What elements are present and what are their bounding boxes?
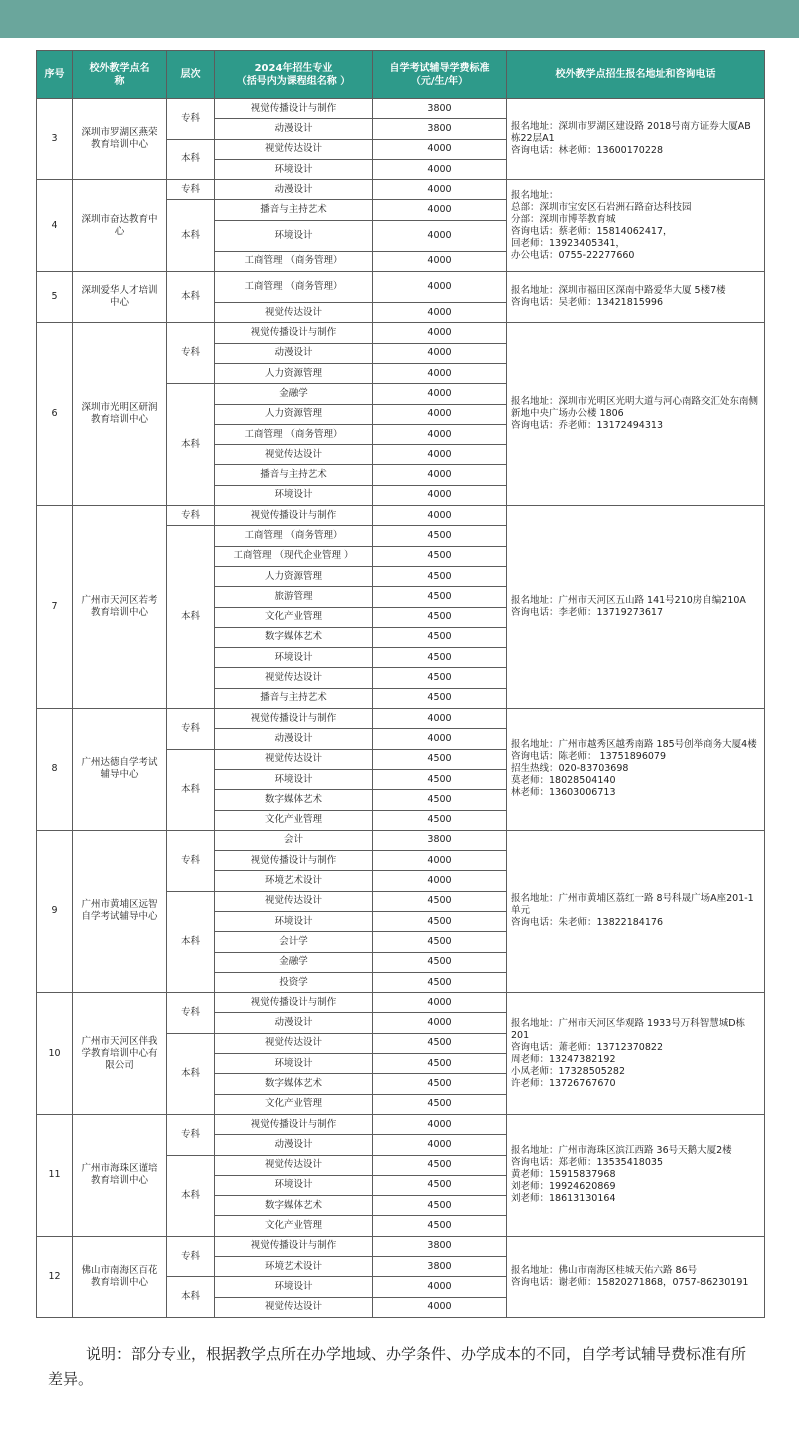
level-cell: 专科 bbox=[167, 1114, 215, 1155]
fee-cell: 4500 bbox=[373, 627, 507, 647]
seq-cell: 10 bbox=[37, 993, 73, 1115]
fee-cell: 4500 bbox=[373, 932, 507, 952]
header-level: 层次 bbox=[167, 51, 215, 99]
fee-cell: 4500 bbox=[373, 546, 507, 566]
fee-cell: 4000 bbox=[373, 404, 507, 424]
major-cell: 环境设计 bbox=[215, 485, 373, 505]
major-cell: 环境设计 bbox=[215, 911, 373, 931]
level-cell: 专科 bbox=[167, 709, 215, 750]
fee-cell: 4500 bbox=[373, 1094, 507, 1114]
table-row bbox=[37, 830, 765, 850]
major-cell: 环境设计 bbox=[215, 1175, 373, 1195]
contact-cell: 报名地址：深圳市福田区深南中路爱华大厦 5楼7楼 咨询电话：吴老师：13421815996 bbox=[507, 272, 765, 323]
seq-cell: 9 bbox=[37, 830, 73, 992]
major-cell: 视觉传播设计与制作 bbox=[215, 323, 373, 343]
level-cell: 本科 bbox=[167, 384, 215, 506]
seq-cell: 7 bbox=[37, 506, 73, 709]
contact-cell: 报名地址：广州市天河区华观路 1933号万科智慧城D栋201 咨询电话：萧老师：13712370822 周老师：13247382192 小凤老师：17328505282 许老师：13726767670 bbox=[507, 993, 765, 1115]
fee-cell: 4000 bbox=[373, 303, 507, 323]
major-cell: 动漫设计 bbox=[215, 1013, 373, 1033]
seq-cell: 5 bbox=[37, 272, 73, 323]
major-cell: 旅游管理 bbox=[215, 587, 373, 607]
fee-table bbox=[36, 50, 765, 1318]
header-major: 2024年招生专业 （括号内为课程组名称 ） bbox=[215, 51, 373, 99]
org-name-cell: 广州市海珠区谨培教育培训中心 bbox=[73, 1114, 167, 1236]
fee-cell: 4500 bbox=[373, 1074, 507, 1094]
fee-cell: 4000 bbox=[373, 139, 507, 159]
contact-cell: 报名地址：广州市越秀区越秀南路 185号创举商务大厦4楼 咨询电话：陈老师： 13751896079 招生热线：020-83703698 莫老师：18028504140 林老师：13603006713 bbox=[507, 709, 765, 831]
fee-cell: 4000 bbox=[373, 729, 507, 749]
fee-cell: 4000 bbox=[373, 851, 507, 871]
major-cell: 播音与主持艺术 bbox=[215, 200, 373, 220]
major-cell: 投资学 bbox=[215, 972, 373, 992]
fee-cell: 4500 bbox=[373, 526, 507, 546]
major-cell: 视觉传达设计 bbox=[215, 1155, 373, 1175]
fee-cell: 4500 bbox=[373, 972, 507, 992]
major-cell: 工商管理 （商务管理） bbox=[215, 526, 373, 546]
contact-cell: 报名地址： 总部：深圳市宝安区石岩洲石路奋达科技园 分部：深圳市博莘教育城 咨询电话：蔡老师：15814062417， 回老师：13923405341， 办公电话：0755-22277660 bbox=[507, 180, 765, 272]
major-cell: 视觉传播设计与制作 bbox=[215, 1236, 373, 1256]
level-cell: 专科 bbox=[167, 99, 215, 140]
fee-cell: 4000 bbox=[373, 1013, 507, 1033]
major-cell: 工商管理 （商务管理） bbox=[215, 424, 373, 444]
table-row bbox=[37, 323, 765, 343]
level-cell: 本科 bbox=[167, 891, 215, 992]
fee-cell: 4000 bbox=[373, 465, 507, 485]
level-cell: 专科 bbox=[167, 180, 215, 200]
major-cell: 人力资源管理 bbox=[215, 363, 373, 383]
fee-cell: 4000 bbox=[373, 1114, 507, 1134]
fee-cell: 4500 bbox=[373, 790, 507, 810]
table-row bbox=[37, 99, 765, 119]
major-cell: 视觉传达设计 bbox=[215, 668, 373, 688]
fee-cell: 4000 bbox=[373, 200, 507, 220]
major-cell: 播音与主持艺术 bbox=[215, 465, 373, 485]
major-cell: 动漫设计 bbox=[215, 180, 373, 200]
major-cell: 人力资源管理 bbox=[215, 566, 373, 586]
major-cell: 动漫设计 bbox=[215, 343, 373, 363]
fee-cell: 4500 bbox=[373, 891, 507, 911]
major-cell: 视觉传达设计 bbox=[215, 1033, 373, 1053]
seq-cell: 3 bbox=[37, 99, 73, 180]
fee-cell: 4500 bbox=[373, 688, 507, 708]
fee-cell: 4500 bbox=[373, 1196, 507, 1216]
major-cell: 数字媒体艺术 bbox=[215, 790, 373, 810]
major-cell: 环境设计 bbox=[215, 1277, 373, 1297]
contact-cell: 报名地址：广州市海珠区滨江西路 36号天鹅大厦2楼 咨询电话：郑老师：13535418035 黄老师：15915837968 刘老师：19924620869 刘老师：18613130164 bbox=[507, 1114, 765, 1236]
level-cell: 专科 bbox=[167, 506, 215, 526]
table-row bbox=[37, 1236, 765, 1256]
fee-cell: 3800 bbox=[373, 1236, 507, 1256]
fee-cell: 4500 bbox=[373, 952, 507, 972]
fee-cell: 4500 bbox=[373, 1033, 507, 1053]
major-cell: 播音与主持艺术 bbox=[215, 688, 373, 708]
top-band bbox=[0, 0, 799, 38]
fee-cell: 4500 bbox=[373, 749, 507, 769]
major-cell: 视觉传播设计与制作 bbox=[215, 99, 373, 119]
table-row bbox=[37, 506, 765, 526]
fee-cell: 4000 bbox=[373, 871, 507, 891]
fee-cell: 3800 bbox=[373, 1257, 507, 1277]
fee-cell: 4000 bbox=[373, 251, 507, 271]
table-row bbox=[37, 1114, 765, 1134]
seq-cell: 12 bbox=[37, 1236, 73, 1317]
major-cell: 动漫设计 bbox=[215, 729, 373, 749]
org-name-cell: 广州达德自学考试辅导中心 bbox=[73, 709, 167, 831]
contact-cell: 报名地址：深圳市罗湖区建设路 2018号南方证券大厦AB栋22层A1 咨询电话：林老师：13600170228 bbox=[507, 99, 765, 180]
fee-cell: 4500 bbox=[373, 1175, 507, 1195]
fee-cell: 4500 bbox=[373, 648, 507, 668]
major-cell: 工商管理 （现代企业管理 ） bbox=[215, 546, 373, 566]
major-cell: 视觉传达设计 bbox=[215, 891, 373, 911]
header-fee: 自学考试辅导学费标准 （元/生/年） bbox=[373, 51, 507, 99]
major-cell: 动漫设计 bbox=[215, 1135, 373, 1155]
fee-cell: 4000 bbox=[373, 506, 507, 526]
table-row bbox=[37, 709, 765, 729]
header-org: 校外教学点名称 bbox=[73, 51, 167, 99]
level-cell: 本科 bbox=[167, 139, 215, 180]
level-cell: 本科 bbox=[167, 526, 215, 709]
fee-cell: 4000 bbox=[373, 363, 507, 383]
fee-cell: 4000 bbox=[373, 993, 507, 1013]
major-cell: 数字媒体艺术 bbox=[215, 1196, 373, 1216]
fee-cell: 4000 bbox=[373, 1135, 507, 1155]
fee-cell: 4000 bbox=[373, 220, 507, 251]
org-name-cell: 深圳市奋达教育中心 bbox=[73, 180, 167, 272]
fee-cell: 4000 bbox=[373, 1297, 507, 1317]
major-cell: 文化产业管理 bbox=[215, 607, 373, 627]
major-cell: 视觉传播设计与制作 bbox=[215, 851, 373, 871]
fee-cell: 4000 bbox=[373, 180, 507, 200]
major-cell: 文化产业管理 bbox=[215, 810, 373, 830]
table-header-row bbox=[37, 51, 765, 99]
major-cell: 视觉传播设计与制作 bbox=[215, 506, 373, 526]
major-cell: 文化产业管理 bbox=[215, 1094, 373, 1114]
org-name-cell: 广州市天河区伴我学教育培训中心有限公司 bbox=[73, 993, 167, 1115]
major-cell: 金融学 bbox=[215, 384, 373, 404]
fee-cell: 4000 bbox=[373, 485, 507, 505]
major-cell: 会计学 bbox=[215, 932, 373, 952]
major-cell: 环境艺术设计 bbox=[215, 1257, 373, 1277]
major-cell: 视觉传达设计 bbox=[215, 303, 373, 323]
fee-cell: 4000 bbox=[373, 424, 507, 444]
level-cell: 专科 bbox=[167, 830, 215, 891]
level-cell: 专科 bbox=[167, 1236, 215, 1277]
table-row bbox=[37, 180, 765, 200]
fee-cell: 4000 bbox=[373, 323, 507, 343]
fee-cell: 4500 bbox=[373, 607, 507, 627]
table-row bbox=[37, 993, 765, 1013]
major-cell: 工商管理 （商务管理） bbox=[215, 251, 373, 271]
major-cell: 视觉传播设计与制作 bbox=[215, 1114, 373, 1134]
fee-cell: 4500 bbox=[373, 587, 507, 607]
major-cell: 工商管理 （商务管理） bbox=[215, 272, 373, 303]
seq-cell: 8 bbox=[37, 709, 73, 831]
major-cell: 环境艺术设计 bbox=[215, 871, 373, 891]
table-row bbox=[37, 272, 765, 303]
major-cell: 环境设计 bbox=[215, 648, 373, 668]
fee-cell: 4000 bbox=[373, 709, 507, 729]
seq-cell: 11 bbox=[37, 1114, 73, 1236]
org-name-cell: 佛山市南海区百花教育培训中心 bbox=[73, 1236, 167, 1317]
fee-cell: 4000 bbox=[373, 272, 507, 303]
major-cell: 数字媒体艺术 bbox=[215, 1074, 373, 1094]
header-seq: 序号 bbox=[37, 51, 73, 99]
level-cell: 本科 bbox=[167, 1033, 215, 1114]
major-cell: 环境设计 bbox=[215, 769, 373, 789]
fee-cell: 4000 bbox=[373, 343, 507, 363]
fee-cell: 3800 bbox=[373, 830, 507, 850]
major-cell: 环境设计 bbox=[215, 220, 373, 251]
fee-cell: 3800 bbox=[373, 99, 507, 119]
fee-cell: 3800 bbox=[373, 119, 507, 139]
major-cell: 视觉传达设计 bbox=[215, 139, 373, 159]
level-cell: 本科 bbox=[167, 1155, 215, 1236]
fee-cell: 4500 bbox=[373, 668, 507, 688]
level-cell: 本科 bbox=[167, 1277, 215, 1318]
major-cell: 会计 bbox=[215, 830, 373, 850]
major-cell: 视觉传达设计 bbox=[215, 1297, 373, 1317]
footnote: 说明：部分专业，根据教学点所在办学地域、办学条件、办学成本的不同，自学考试辅导费标准有所差异。 bbox=[48, 1345, 747, 1388]
seq-cell: 4 bbox=[37, 180, 73, 272]
major-cell: 视觉传播设计与制作 bbox=[215, 993, 373, 1013]
fee-cell: 4500 bbox=[373, 911, 507, 931]
major-cell: 环境设计 bbox=[215, 159, 373, 179]
level-cell: 专科 bbox=[167, 323, 215, 384]
org-name-cell: 深圳爱华人才培训中心 bbox=[73, 272, 167, 323]
level-cell: 本科 bbox=[167, 200, 215, 272]
fee-cell: 4500 bbox=[373, 1216, 507, 1236]
fee-cell: 4500 bbox=[373, 1155, 507, 1175]
fee-cell: 4500 bbox=[373, 810, 507, 830]
contact-cell: 报名地址：广州市天河区五山路 141号210房自编210A 咨询电话：李老师：13719273617 bbox=[507, 506, 765, 709]
major-cell: 环境设计 bbox=[215, 1054, 373, 1074]
level-cell: 专科 bbox=[167, 993, 215, 1034]
fee-cell: 4500 bbox=[373, 1054, 507, 1074]
major-cell: 数字媒体艺术 bbox=[215, 627, 373, 647]
contact-cell: 报名地址：深圳市光明区光明大道与河心南路交汇处东南侧新地中央广场办公楼 1806 咨询电话：乔老师：13172494313 bbox=[507, 323, 765, 506]
org-name-cell: 深圳市光明区研润教育培训中心 bbox=[73, 323, 167, 506]
contact-cell: 报名地址：广州市黄埔区荔红一路 8号科晟广场A座201-1单元 咨询电话：朱老师：13822184176 bbox=[507, 830, 765, 992]
fee-cell: 4000 bbox=[373, 1277, 507, 1297]
fee-cell: 4000 bbox=[373, 384, 507, 404]
fee-cell: 4000 bbox=[373, 159, 507, 179]
org-name-cell: 深圳市罗湖区燕荣教育培训中心 bbox=[73, 99, 167, 180]
major-cell: 视觉传播设计与制作 bbox=[215, 709, 373, 729]
header-contact: 校外教学点招生报名地址和咨询电话 bbox=[507, 51, 765, 99]
org-name-cell: 广州市天河区若考教育培训中心 bbox=[73, 506, 167, 709]
org-name-cell: 广州市黄埔区远智自学考试辅导中心 bbox=[73, 830, 167, 992]
level-cell: 本科 bbox=[167, 272, 215, 323]
major-cell: 视觉传达设计 bbox=[215, 445, 373, 465]
major-cell: 动漫设计 bbox=[215, 119, 373, 139]
major-cell: 视觉传达设计 bbox=[215, 749, 373, 769]
fee-cell: 4000 bbox=[373, 445, 507, 465]
major-cell: 人力资源管理 bbox=[215, 404, 373, 424]
contact-cell: 报名地址：佛山市南海区桂城天佑六路 86号 咨询电话：谢老师：15820271868，0757-86230191 bbox=[507, 1236, 765, 1317]
major-cell: 金融学 bbox=[215, 952, 373, 972]
seq-cell: 6 bbox=[37, 323, 73, 506]
major-cell: 文化产业管理 bbox=[215, 1216, 373, 1236]
level-cell: 本科 bbox=[167, 749, 215, 830]
fee-cell: 4500 bbox=[373, 769, 507, 789]
fee-cell: 4500 bbox=[373, 566, 507, 586]
table-body bbox=[37, 99, 765, 1318]
